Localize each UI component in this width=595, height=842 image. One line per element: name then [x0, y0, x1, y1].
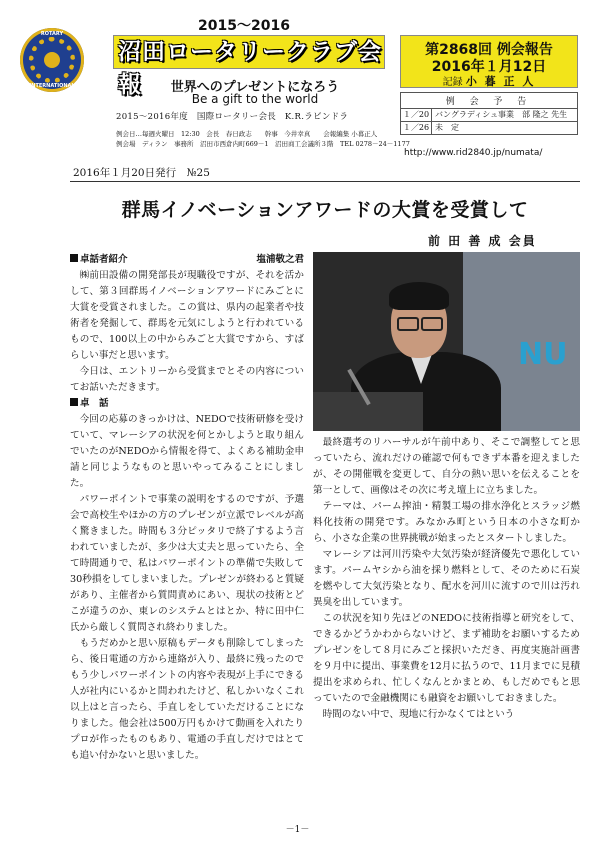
logo-top-text: ROTARY: [40, 31, 64, 37]
intro-paragraph: ㈱前田設備の開発部長が現職役ですが、それを活かして、第３回群馬イノベーションアワードにみごとに大賞を受賞されました。この賞は、県内の起業者や技術者を発掘して、群馬を元気にしようと行われているもので、100以上の中からみごと大賞ですから、すばらしい事だと思います。: [70, 270, 304, 361]
square-bullet-icon: [70, 398, 78, 406]
talk-paragraph: パワーポイントで事業の説明をするのですが、予選会で高校生やほかの方のプレゼンが立派でレベルが高く驚きました。時間も３分ピッタリで終了するよう言われていましたが、多少は大丈夫と思っていたら、全て時間通りで、私はパワーポイントの準備で失敗して30秒損をしてしまいました。プレゼンが終わると質疑があり、主催者から質問責めにあい、現状の技術とどこが違うのか、東レのシステムとはとか、特に田中仁氏から厳しく質問され終わりました。: [70, 494, 304, 633]
divider: [70, 181, 580, 182]
schedule-row: [401, 109, 577, 122]
talk-paragraph: 今回の応募のきっかけは、NEDOで技術研修を受けていて、マレーシアの状況を何とかしようと取り組んでいたのがNEDOから情報を得て、よくある補助金申請と同じようなものと思いやってみることにしました。: [70, 414, 304, 489]
intro-heading: 卓話者紹介: [80, 254, 128, 265]
report-box: [400, 35, 578, 88]
page-number: －1－: [285, 825, 310, 835]
talk-paragraph: この状況を知り先ほどのNEDOに技術指導と研究をして、できるかどうかわからないけど、まず補助をお願いするためプレゼンをして８月にみごと採択いただき、再度実施計画書を９月中に提出、事業費を12月に払うので、11月までに見積提出を求められ、忙しくなんとかまとめ、もしだめでもと思っていたので金融機関にも融資をお願いしておきました。: [313, 613, 580, 704]
intro-presenter: 塩浦敬之君: [256, 254, 304, 265]
issue-date-number: 2016年１月20日発行 №25: [73, 167, 210, 179]
rotary-logo: [20, 28, 84, 92]
meeting-info-line-2: 例会場 ディラン 事務所 沼田市西倉内町669－1 沼田商工会議所３階 TEL 0278－24－1177: [116, 140, 410, 148]
article-title: 群馬イノベーションアワードの大賞を受賞して: [121, 199, 529, 221]
photo-speaker-hair: [389, 282, 449, 310]
talk-heading: 卓 話: [80, 398, 109, 409]
intro-section-header: [70, 252, 304, 268]
schedule-text: バングラディシュ事業 部 隆之 先生: [435, 110, 568, 119]
year-range: 2015～2016: [198, 18, 290, 34]
schedule-text: 未 定: [435, 123, 459, 132]
motto-japanese: 世界へのプレゼントになろう: [170, 80, 340, 95]
square-bullet-icon: [70, 254, 78, 262]
talk-paragraph: テーマは、パーム搾油・精製工場の排水浄化とスラッジ燃料化技術の開発です。みなかみ町という日本の小さな町から、小さな企業の世界挑戦が始まったとスタートしました。: [313, 501, 580, 544]
logo-bottom-text: INTERNATIONAL: [29, 83, 75, 89]
schedule-date: １／26: [401, 122, 432, 134]
photo-sign-text: NU: [518, 337, 568, 372]
photo-glasses-right: [421, 317, 443, 331]
speaker-name: 前 田 善 成 会員: [428, 234, 537, 248]
schedule-heading: 例 会 予 告: [401, 93, 577, 109]
right-column: [313, 435, 580, 723]
intro-paragraph: 今日は、エントリーから受賞までとその内容についてお話いただきます。: [70, 366, 304, 393]
speaker-photo: [313, 252, 580, 431]
recorder-name: 小 暮 正 人: [465, 75, 536, 88]
club-name: 沼田ロータリークラブ会報: [118, 39, 382, 98]
schedule-row: [401, 122, 577, 134]
schedule-date: １／20: [401, 109, 432, 121]
talk-paragraph: もうだめかと思い原稿もデータも削除してしまったら、後日電通の方から連絡が入り、最終に残ったのでもう少しパワーポイントの内容や表現が上手にできる人が社内にいるかと問われたけど、私しかいなくこれ以上はと言ったら、手直しをしていただけることになりました。他会社は500万円もかけて動画を入れたりプロが作ったものもあり、電通の手直しだけではとても追い付かないと思いました。: [70, 638, 304, 761]
website-url[interactable]: http://www.rid2840.jp/numata/: [404, 148, 543, 158]
meeting-schedule: [400, 92, 578, 135]
talk-paragraph: 時間のない中で、現地に行かなくてはという: [322, 709, 515, 720]
motto-english: Be a gift to the world: [191, 92, 319, 106]
recorder: [401, 73, 577, 89]
ri-president-line: 2015～2016年度 国際ロータリー会長 K.R.ラビンドラ: [116, 112, 349, 122]
report-date: 2016年１月12日: [431, 59, 547, 75]
left-column: [70, 252, 304, 764]
talk-section-header: [70, 396, 304, 412]
talk-paragraph: 最終選考のリハーサルが午前中あり、そこで調整してと思っていたら、流れだけの確認で何もできず本番を迎えましたが、その開催戦を変更して、自分の熱い思いを伝えることを第一として、画像はその次に考え壇上に立ちました。: [313, 437, 580, 496]
rotary-wheel-hub: [44, 52, 60, 68]
meeting-info-line-1: 例会日…毎週火曜日 12:30 会長 春日政志 幹事 今井幸真 会報編集 小暮正人: [116, 130, 378, 138]
photo-glasses-left: [397, 317, 419, 331]
recorder-label: 記録: [442, 77, 463, 88]
report-number: 第2868回 例会報告: [425, 42, 553, 58]
talk-paragraph: マレーシアは河川汚染や大気汚染が経済優先で悪化しています。パームヤシから油を採り燃料として、そのために石炭を燃やして大気汚染となり、配水を河川に流すので川は汚れ異臭を出しています。: [313, 549, 580, 608]
